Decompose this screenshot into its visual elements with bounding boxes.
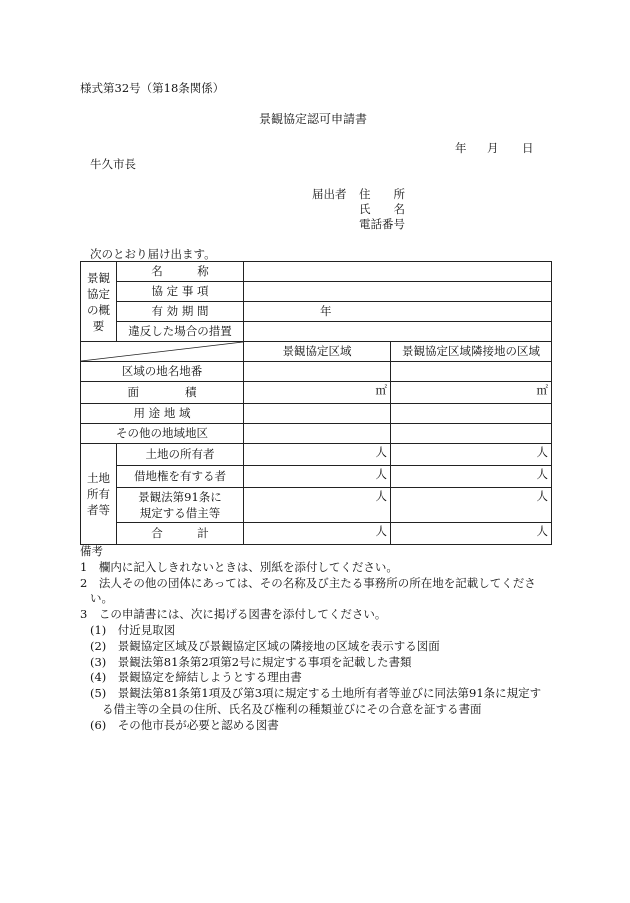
violation-field[interactable] [244, 322, 552, 342]
address-adjacent-field[interactable] [391, 362, 552, 382]
zoning-adjacent-field[interactable] [391, 404, 552, 424]
applicant-phone-label: 電話番号 [359, 217, 405, 231]
area-area-field[interactable] [244, 382, 391, 404]
address-area-field[interactable] [244, 362, 391, 382]
area-adjacent-field[interactable] [391, 382, 552, 404]
agreement-items-label: 協 定 事 項 [117, 282, 244, 302]
validity-field[interactable] [244, 302, 552, 322]
diagonal-header-cell [81, 342, 244, 362]
name-field[interactable] [244, 262, 552, 282]
page-title: 景観協定認可申請書 [259, 112, 368, 126]
applicant-address-label: 住 所 [359, 187, 405, 201]
attachment-item: (4) 景観協定を締結しようとする理由書 [90, 670, 302, 685]
validity-unit: 年 [320, 304, 332, 318]
person-unit: 人 [375, 489, 387, 503]
person-unit: 人 [375, 524, 387, 538]
lease-area-field[interactable] [244, 466, 391, 488]
attachment-item: (1) 付近見取図 [90, 622, 176, 637]
owner-group-label: 土地所有者等 [81, 444, 117, 545]
attachment-item: (5) 景観法第81条第1項及び第3項に規定する土地所有者等並びに同法第91条に規定す [90, 686, 542, 701]
area-unit: ㎡ [375, 383, 387, 397]
lessee-area-field[interactable] [244, 488, 391, 523]
column-header-area: 景観協定区域 [244, 342, 391, 362]
owner-label: 土地の所有者 [117, 444, 244, 466]
attachment-item-continued: る借主等の全員の住所、氏名及び権利の種類並びにその合意を証する書面 [102, 701, 482, 716]
area-unit: ㎡ [536, 383, 548, 397]
lessee-label [117, 488, 244, 523]
zoning-area-field[interactable] [244, 404, 391, 424]
applicant-name-label: 氏 名 [359, 202, 405, 216]
application-table [80, 261, 552, 545]
owner-area-field[interactable] [244, 444, 391, 466]
note-2-continued: い。 [90, 591, 113, 606]
notes-section [80, 544, 550, 734]
note-1: 1 欄内に記入しきれないときは、別紙を添付してください。 [80, 559, 398, 574]
agreement-items-field[interactable] [244, 282, 552, 302]
addressee: 牛久市長 [90, 157, 136, 171]
overview-group-label: 景観協定の概要 [81, 262, 117, 342]
violation-label: 違反した場合の措置 [117, 322, 244, 342]
form-number: 様式第32号（第18条関係） [80, 81, 225, 95]
lessee-label-line1: 景観法第91条に [138, 490, 222, 504]
person-unit: 人 [536, 445, 548, 459]
attachment-item: (3) 景観法第81条第2項第2号に規定する事項を記載した書類 [90, 654, 412, 669]
other-district-area-field[interactable] [244, 424, 391, 444]
date-day: 日 [522, 141, 534, 155]
validity-label: 有 効 期 間 [117, 302, 244, 322]
person-unit: 人 [375, 445, 387, 459]
applicant-label: 届出者 [312, 187, 347, 201]
area-label: 面 積 [81, 382, 244, 404]
total-area-field[interactable] [244, 523, 391, 545]
notes-heading: 備考 [80, 544, 103, 558]
person-unit: 人 [536, 489, 548, 503]
attachment-item: (6) その他市長が必要と認める図書 [90, 717, 279, 732]
total-adjacent-field[interactable] [391, 523, 552, 545]
owner-adjacent-field[interactable] [391, 444, 552, 466]
lessee-adjacent-field[interactable] [391, 488, 552, 523]
date-month: 月 [487, 141, 499, 155]
zoning-label: 用 途 地 域 [81, 404, 244, 424]
name-label: 名 称 [117, 262, 244, 282]
intro-text: 次のとおり届け出ます。 [90, 247, 216, 261]
lease-adjacent-field[interactable] [391, 466, 552, 488]
note-3: 3 この申請書には、次に掲げる図書を添付してください。 [80, 607, 387, 622]
attachment-item: (2) 景観協定区域及び景観協定区域の隣接地の区域を表示する図面 [90, 638, 440, 653]
date-year: 年 [455, 141, 467, 155]
person-unit: 人 [375, 467, 387, 481]
other-district-label: その他の地域地区 [81, 424, 244, 444]
total-label: 合 計 [117, 523, 244, 545]
lease-label: 借地権を有する者 [117, 466, 244, 488]
lessee-label-line2: 規定する借主等 [139, 506, 221, 520]
person-unit: 人 [536, 524, 548, 538]
address-label: 区域の地名地番 [81, 362, 244, 382]
other-district-adjacent-field[interactable] [391, 424, 552, 444]
person-unit: 人 [536, 467, 548, 481]
note-2: 2 法人その他の団体にあっては、その名称及び主たる事務所の所在地を記載してくださ [80, 575, 536, 590]
column-header-adjacent: 景観協定区域隣接地の区域 [391, 342, 552, 362]
